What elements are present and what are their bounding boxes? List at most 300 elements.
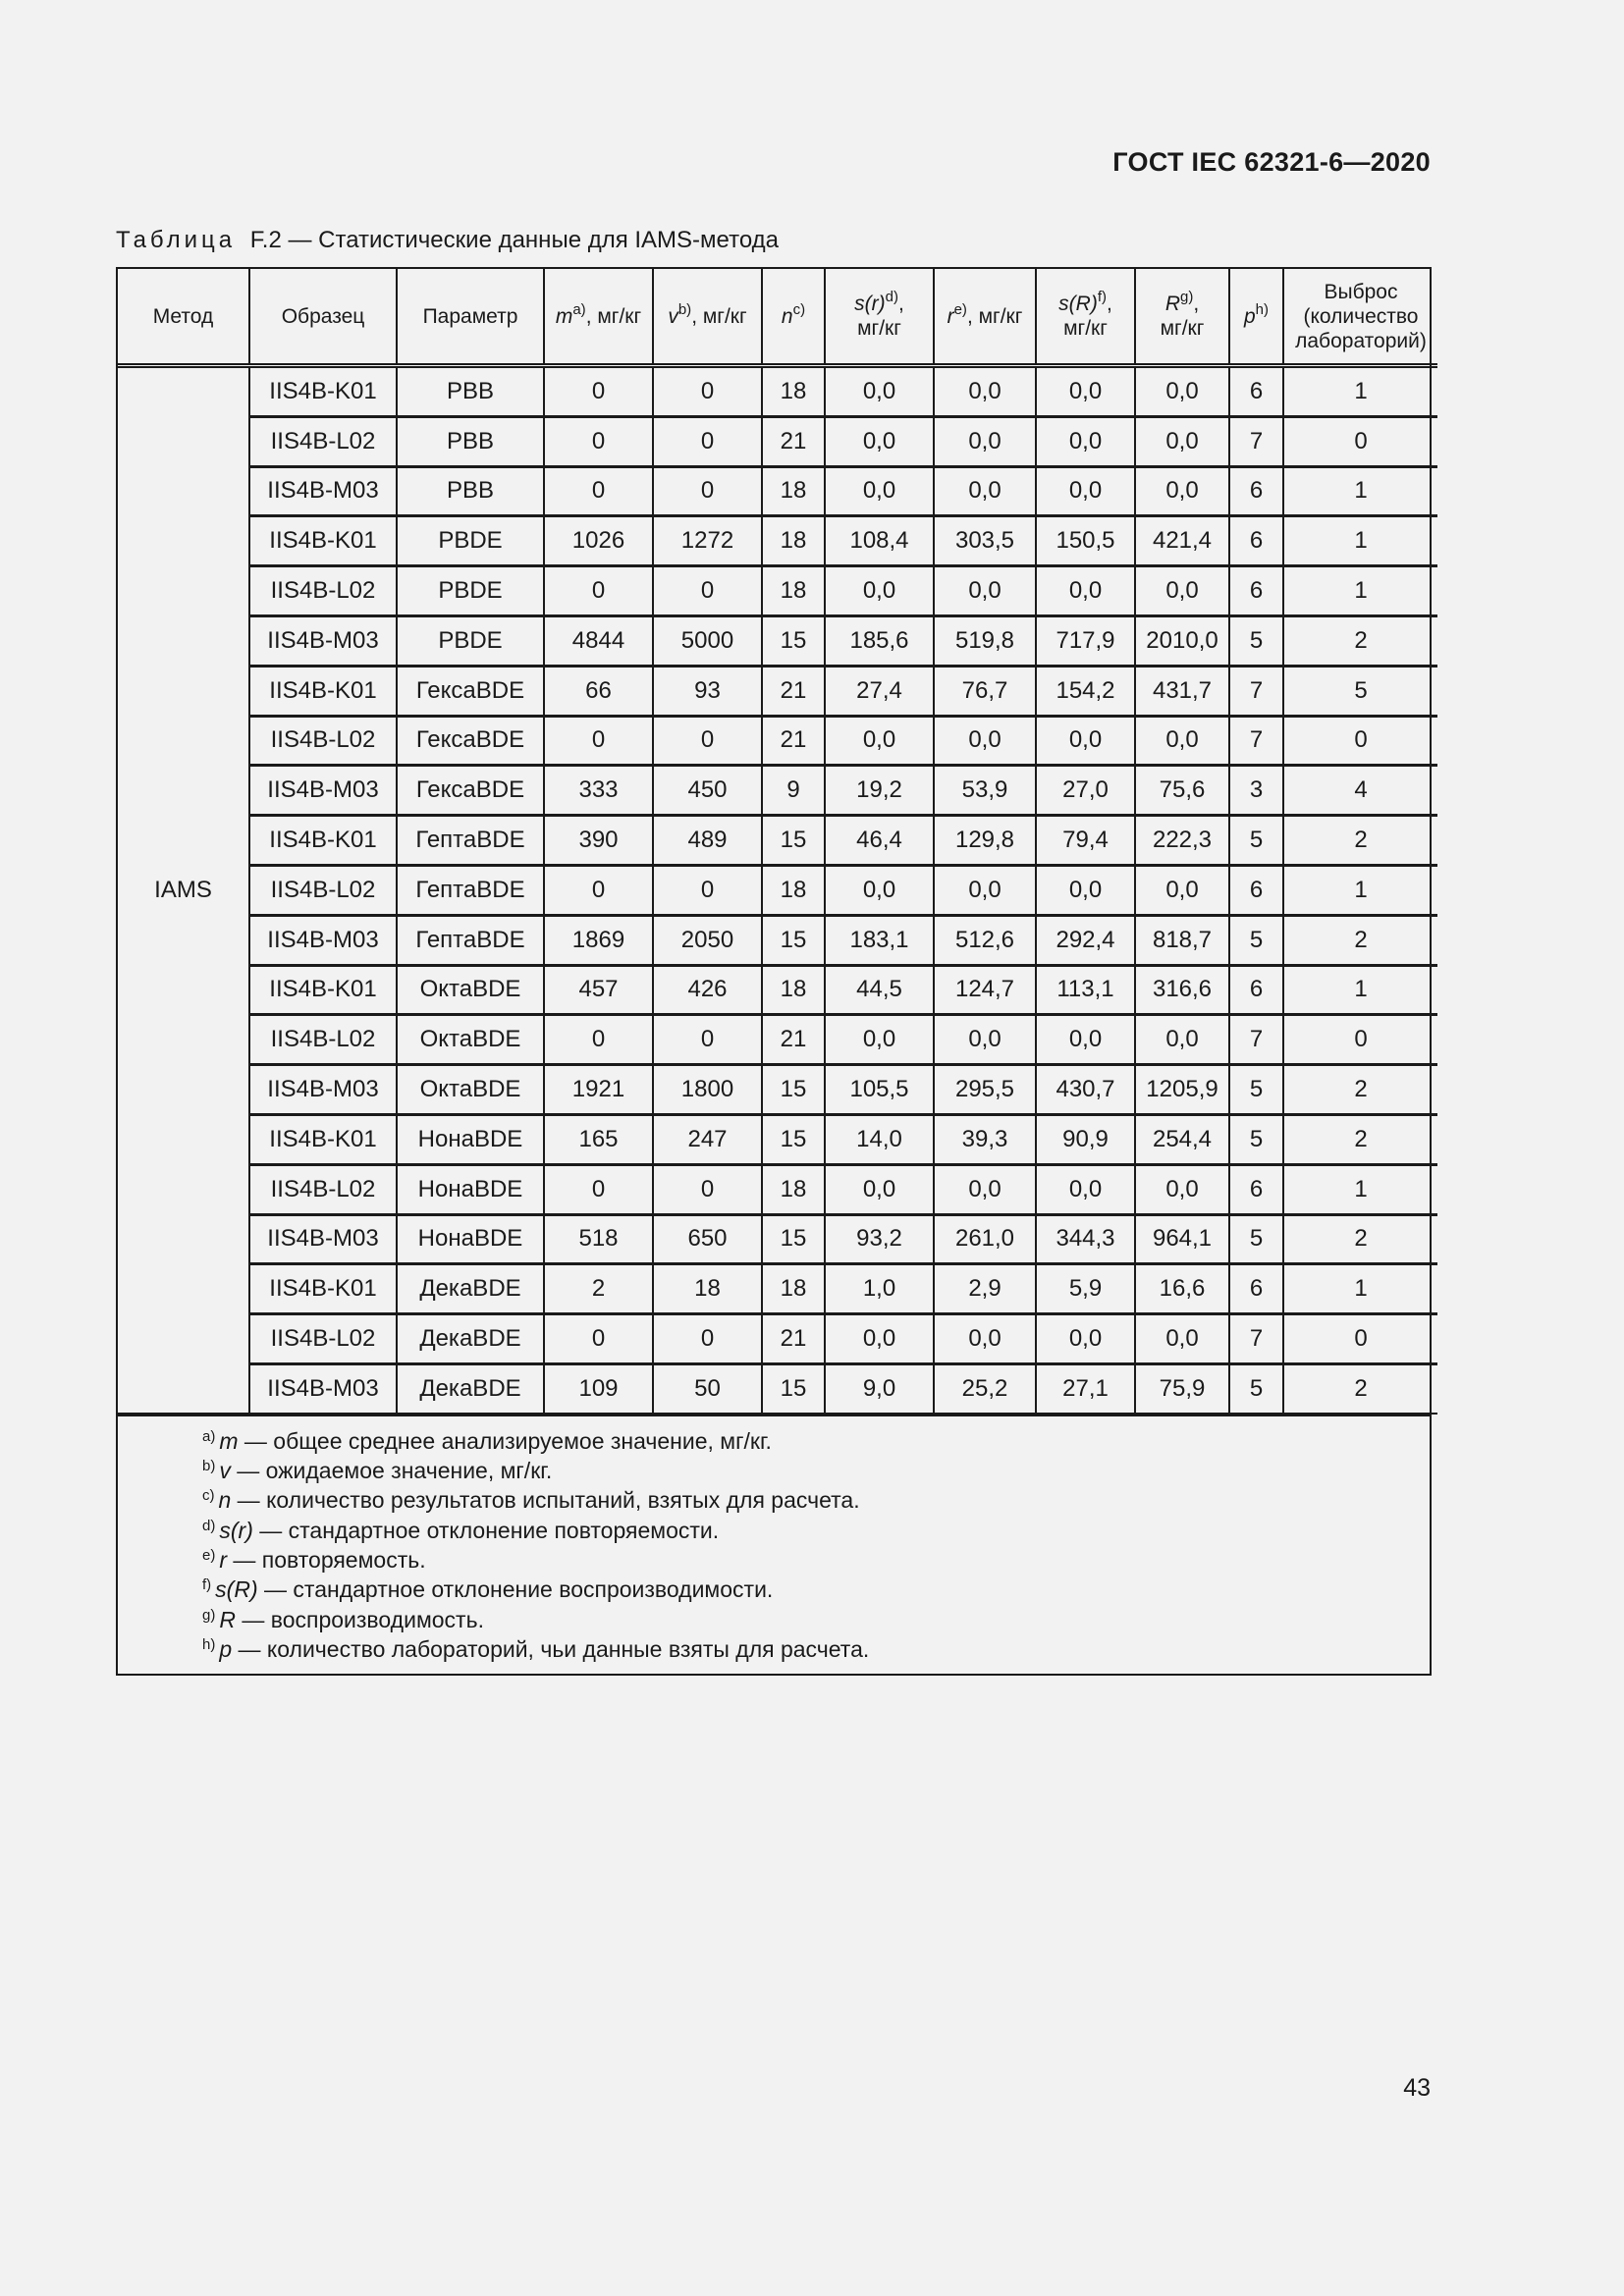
table-cell: 333 [544, 766, 653, 816]
footnote-sym: n [218, 1487, 232, 1514]
footnote [202, 1575, 1430, 1604]
table-cell: 4844 [544, 615, 653, 666]
table-cell: IIS4B-K01 [249, 666, 397, 716]
table-cell: 0,0 [934, 865, 1036, 915]
table-cell: 303,5 [934, 516, 1036, 566]
footnote [202, 1605, 1430, 1634]
table-cell: ГексаBDE [397, 766, 544, 816]
table-cell: 9,0 [825, 1363, 934, 1413]
table-cell: 1272 [653, 516, 762, 566]
footnote-text: — количество результатов испытаний, взятых для расчета. [231, 1487, 860, 1514]
table-cell: 261,0 [934, 1214, 1036, 1264]
table-row [118, 1363, 1437, 1413]
table-cell: ОктаBDE [397, 1065, 544, 1115]
table-cell: PBB [397, 416, 544, 466]
table-row [118, 1264, 1437, 1314]
table-caption-text: F.2 — Статистические данные для IAMS-метода [249, 227, 779, 253]
statistics-table-frame [116, 267, 1432, 1676]
table-cell: 1 [1283, 865, 1437, 915]
table-cell: 27,4 [825, 666, 934, 716]
table-cell: 7 [1229, 1015, 1283, 1065]
table-cell: IIS4B-K01 [249, 816, 397, 866]
table-cell: 390 [544, 816, 653, 866]
table-cell: 0,0 [825, 1164, 934, 1214]
footnote-sup: a) [202, 1427, 216, 1445]
footnote-post: ) [249, 1576, 258, 1603]
table-row [118, 915, 1437, 965]
table-cell: 18 [762, 516, 825, 566]
table-row [118, 1214, 1437, 1264]
table-cell: 0,0 [1135, 1015, 1229, 1065]
table-cell: 150,5 [1036, 516, 1135, 566]
table-cell: 0,0 [934, 1314, 1036, 1364]
table-cell: 0,0 [825, 366, 934, 417]
footnote-sup: c) [202, 1487, 215, 1505]
statistics-table [118, 269, 1437, 1415]
table-cell: 5000 [653, 615, 762, 666]
table-cell: 0,0 [1135, 1164, 1229, 1214]
table-cell: 6 [1229, 1264, 1283, 1314]
table-cell: 6 [1229, 366, 1283, 417]
table-cell: 6 [1229, 466, 1283, 516]
col-header-n: $n^{c)}$ [762, 269, 825, 366]
table-cell: IIS4B-K01 [249, 366, 397, 417]
footnote [202, 1545, 1430, 1575]
table-cell: 46,4 [825, 816, 934, 866]
table-cell: 1 [1283, 1264, 1437, 1314]
table-cell: IIS4B-K01 [249, 1114, 397, 1164]
col-header-sample: Образец [249, 269, 397, 366]
footnote-sup: e) [202, 1546, 216, 1564]
table-cell: 0,0 [1036, 716, 1135, 766]
table-cell: 450 [653, 766, 762, 816]
table-cell: 3 [1229, 766, 1283, 816]
table-cell: IIS4B-M03 [249, 766, 397, 816]
table-cell: 2 [1283, 615, 1437, 666]
table-cell: 0 [653, 716, 762, 766]
table-row [118, 816, 1437, 866]
table-cell: 27,0 [1036, 766, 1135, 816]
table-cell: 0 [653, 466, 762, 516]
table-cell: 15 [762, 1065, 825, 1115]
table-row [118, 865, 1437, 915]
col-header-R: $R^{g)}$, мг/кг [1135, 269, 1229, 366]
table-cell: 0,0 [934, 1164, 1036, 1214]
table-cell: 21 [762, 416, 825, 466]
footnote-text: — ожидаемое значение, мг/кг. [230, 1458, 553, 1484]
table-cell: 2 [1283, 1363, 1437, 1413]
table-row [118, 666, 1437, 716]
table-cell: 183,1 [825, 915, 934, 965]
table-cell: 129,8 [934, 816, 1036, 866]
table-cell: 105,5 [825, 1065, 934, 1115]
table-cell: 0 [544, 466, 653, 516]
table-cell: 79,4 [1036, 816, 1135, 866]
table-cell: ДекаBDE [397, 1264, 544, 1314]
col-header-sR: $s(R)^{f)}$, мг/кг [1036, 269, 1135, 366]
table-cell: 650 [653, 1214, 762, 1264]
table-cell: 0,0 [825, 1314, 934, 1364]
table-cell: 316,6 [1135, 965, 1229, 1015]
table-row [118, 716, 1437, 766]
table-row [118, 1314, 1437, 1364]
table-cell: 0 [544, 566, 653, 616]
table-cell: 7 [1229, 416, 1283, 466]
table-cell: 5 [1229, 1065, 1283, 1115]
table-cell: 0,0 [934, 366, 1036, 417]
table-cell: 15 [762, 1114, 825, 1164]
table-cell: 0,0 [1036, 416, 1135, 466]
table-cell: 109 [544, 1363, 653, 1413]
table-cell: 0,0 [1036, 865, 1135, 915]
col-header-sr: $s(r)^{d)}$, мг/кг [825, 269, 934, 366]
table-cell: 185,6 [825, 615, 934, 666]
table-cell: ГептаBDE [397, 915, 544, 965]
table-row [118, 466, 1437, 516]
table-cell: 1 [1283, 366, 1437, 417]
footnote-sup: h) [202, 1635, 216, 1653]
table-cell: 1 [1283, 1164, 1437, 1214]
table-cell: 75,6 [1135, 766, 1229, 816]
table-cell: 1026 [544, 516, 653, 566]
table-cell: PBDE [397, 516, 544, 566]
table-cell: 0,0 [1036, 566, 1135, 616]
table-cell: 1205,9 [1135, 1065, 1229, 1115]
table-cell: 7 [1229, 1314, 1283, 1364]
table-footnotes [118, 1415, 1430, 1674]
table-cell: 5 [1229, 915, 1283, 965]
table-cell: 6 [1229, 566, 1283, 616]
table-cell: 254,4 [1135, 1114, 1229, 1164]
table-cell: 1 [1283, 466, 1437, 516]
table-cell: 512,6 [934, 915, 1036, 965]
table-row [118, 366, 1437, 417]
table-cell: 489 [653, 816, 762, 866]
table-cell: IIS4B-L02 [249, 566, 397, 616]
table-cell: 5 [1229, 615, 1283, 666]
table-cell: 0 [544, 716, 653, 766]
col-header-parameter: Параметр [397, 269, 544, 366]
table-cell: 21 [762, 716, 825, 766]
table-row [118, 516, 1437, 566]
footnote-pre: s( [215, 1576, 235, 1603]
table-cell: 15 [762, 816, 825, 866]
table-cell: 247 [653, 1114, 762, 1164]
table-cell: 18 [762, 1264, 825, 1314]
table-cell: 108,4 [825, 516, 934, 566]
footnote-sym: R [219, 1606, 236, 1632]
table-cell: PBDE [397, 615, 544, 666]
table-cell: 4 [1283, 766, 1437, 816]
footnote-text: — повторяемость. [227, 1546, 426, 1573]
table-cell: 0 [1283, 716, 1437, 766]
table-cell: 0,0 [1135, 716, 1229, 766]
table-cell: 21 [762, 1314, 825, 1364]
footnote [202, 1456, 1430, 1485]
table-cell: 15 [762, 1214, 825, 1264]
table-cell: 2 [1283, 915, 1437, 965]
table-cell: 50 [653, 1363, 762, 1413]
table-cell: PBDE [397, 566, 544, 616]
table-cell: 0,0 [825, 466, 934, 516]
table-cell: 0 [544, 1164, 653, 1214]
table-cell: 519,8 [934, 615, 1036, 666]
col-header-p: $p^{h)}$ [1229, 269, 1283, 366]
table-cell: ГексаBDE [397, 716, 544, 766]
footnote [202, 1634, 1430, 1664]
table-cell: IIS4B-L02 [249, 716, 397, 766]
table-cell: 0,0 [1036, 1015, 1135, 1065]
table-cell: 0,0 [1135, 466, 1229, 516]
footnote-text: — стандартное отклонение воспроизводимости. [257, 1576, 774, 1603]
table-cell: ОктаBDE [397, 1015, 544, 1065]
table-cell: 7 [1229, 716, 1283, 766]
table-cell: 18 [762, 865, 825, 915]
table-cell: 717,9 [1036, 615, 1135, 666]
table-cell: 2 [1283, 1214, 1437, 1264]
table-cell: 2 [1283, 1114, 1437, 1164]
table-cell: 0 [544, 865, 653, 915]
table-cell: IIS4B-K01 [249, 516, 397, 566]
table-cell: 93,2 [825, 1214, 934, 1264]
table-cell: 18 [762, 466, 825, 516]
col-header-method: Метод [118, 269, 249, 366]
table-cell: 292,4 [1036, 915, 1135, 965]
table-cell: 16,6 [1135, 1264, 1229, 1314]
table-cell: ГептаBDE [397, 865, 544, 915]
table-cell: 1800 [653, 1065, 762, 1115]
table-cell: 0,0 [934, 716, 1036, 766]
table-cell: 25,2 [934, 1363, 1036, 1413]
table-cell: 0,0 [1036, 466, 1135, 516]
table-cell: 5 [1283, 666, 1437, 716]
footnote-text: — количество лабораторий, чьи данные взяты для расчета. [232, 1635, 870, 1662]
footnote-sup: b) [202, 1458, 216, 1475]
table-cell: IIS4B-M03 [249, 1214, 397, 1264]
table-cell: 18 [762, 366, 825, 417]
footnote-sym: r [238, 1517, 246, 1543]
table-cell: PBB [397, 466, 544, 516]
table-cell: 75,9 [1135, 1363, 1229, 1413]
table-cell: 0,0 [825, 716, 934, 766]
table-cell: IIS4B-M03 [249, 615, 397, 666]
table-cell: 0,0 [1135, 1314, 1229, 1364]
table-cell: 18 [653, 1264, 762, 1314]
table-caption-label: Таблица [116, 227, 237, 253]
table-header-row [118, 269, 1437, 366]
table-cell: IIS4B-L02 [249, 416, 397, 466]
table-cell: 1 [1283, 516, 1437, 566]
table-cell: 7 [1229, 666, 1283, 716]
table-cell: IIS4B-L02 [249, 865, 397, 915]
table-cell: 5 [1229, 816, 1283, 866]
table-cell: 0,0 [1036, 1164, 1135, 1214]
page-number: 43 [1403, 2074, 1431, 2102]
table-cell: 2010,0 [1135, 615, 1229, 666]
table-cell: 430,7 [1036, 1065, 1135, 1115]
table-cell: 66 [544, 666, 653, 716]
footnote-pre: s( [219, 1517, 239, 1543]
table-caption [116, 227, 779, 254]
table-cell: ОктаBDE [397, 965, 544, 1015]
table-cell: 5 [1229, 1114, 1283, 1164]
table-cell: ДекаBDE [397, 1363, 544, 1413]
table-cell: 0,0 [934, 1015, 1036, 1065]
table-cell: 27,1 [1036, 1363, 1135, 1413]
table-cell: IIS4B-L02 [249, 1015, 397, 1065]
table-cell: ГептаBDE [397, 816, 544, 866]
table-row [118, 1164, 1437, 1214]
table-cell: 1921 [544, 1065, 653, 1115]
footnote-text: — общее среднее анализируемое значение, мг/кг. [238, 1427, 772, 1454]
table-cell: 1 [1283, 566, 1437, 616]
table-cell: 18 [762, 965, 825, 1015]
table-body [118, 366, 1437, 1414]
table-cell: IIS4B-K01 [249, 965, 397, 1015]
table-cell: 518 [544, 1214, 653, 1264]
table-cell: IIS4B-L02 [249, 1164, 397, 1214]
method-cell: IAMS [118, 366, 249, 1414]
table-cell: 21 [762, 666, 825, 716]
table-cell: 90,9 [1036, 1114, 1135, 1164]
table-cell: 93 [653, 666, 762, 716]
table-cell: 44,5 [825, 965, 934, 1015]
footnote [202, 1516, 1430, 1545]
table-cell: 0,0 [1135, 366, 1229, 417]
table-row [118, 1065, 1437, 1115]
table-cell: 0 [544, 1015, 653, 1065]
table-cell: 0,0 [1135, 566, 1229, 616]
table-cell: 0,0 [934, 416, 1036, 466]
table-cell: 0 [653, 1164, 762, 1214]
col-header-r: $r^{e)}$, мг/кг [934, 269, 1036, 366]
table-cell: 0,0 [1135, 865, 1229, 915]
table-cell: 344,3 [1036, 1214, 1135, 1264]
table-cell: IIS4B-L02 [249, 1314, 397, 1364]
footnote-sup: f) [202, 1576, 212, 1594]
table-cell: 9 [762, 766, 825, 816]
footnote-sym: p [219, 1635, 233, 1662]
table-cell: PBB [397, 366, 544, 417]
table-row [118, 1114, 1437, 1164]
table-cell: 0,0 [934, 466, 1036, 516]
table-cell: 964,1 [1135, 1214, 1229, 1264]
table-cell: 18 [762, 566, 825, 616]
table-cell: НонаBDE [397, 1214, 544, 1264]
table-cell: IIS4B-K01 [249, 1264, 397, 1314]
table-cell: 0 [544, 366, 653, 417]
table-cell: 818,7 [1135, 915, 1229, 965]
table-cell: 0 [544, 1314, 653, 1364]
table-cell: 2 [1283, 816, 1437, 866]
footnote-text: — воспроизводимость. [235, 1606, 484, 1632]
footnote-sym: m [219, 1427, 239, 1454]
table-cell: 0,0 [825, 1015, 934, 1065]
table-cell: 0,0 [1135, 416, 1229, 466]
table-cell: 2 [1283, 1065, 1437, 1115]
table-row [118, 566, 1437, 616]
table-row [118, 766, 1437, 816]
footnote-sup: d) [202, 1517, 216, 1534]
table-row [118, 615, 1437, 666]
table-cell: 0,0 [1036, 366, 1135, 417]
table-cell: 0 [653, 416, 762, 466]
table-cell: 0 [653, 566, 762, 616]
table-cell: 0 [653, 1015, 762, 1065]
table-cell: 15 [762, 915, 825, 965]
table-cell: 6 [1229, 865, 1283, 915]
table-cell: 1 [1283, 965, 1437, 1015]
table-cell: 39,3 [934, 1114, 1036, 1164]
table-cell: 0 [1283, 1015, 1437, 1065]
table-cell: 124,7 [934, 965, 1036, 1015]
table-cell: 0 [653, 865, 762, 915]
footnote [202, 1485, 1430, 1515]
table-cell: 0,0 [825, 416, 934, 466]
table-cell: 165 [544, 1114, 653, 1164]
table-cell: НонаBDE [397, 1164, 544, 1214]
table-cell: 295,5 [934, 1065, 1036, 1115]
table-row [118, 1015, 1437, 1065]
table-cell: 6 [1229, 516, 1283, 566]
table-cell: 21 [762, 1015, 825, 1065]
table-cell: 421,4 [1135, 516, 1229, 566]
table-cell: 113,1 [1036, 965, 1135, 1015]
table-cell: 222,3 [1135, 816, 1229, 866]
table-cell: НонаBDE [397, 1114, 544, 1164]
table-cell: 0,0 [825, 865, 934, 915]
col-header-m: $m^{a)}$, мг/кг [544, 269, 653, 366]
table-cell: 5,9 [1036, 1264, 1135, 1314]
table-cell: 2050 [653, 915, 762, 965]
table-cell: 0 [653, 366, 762, 417]
table-row [118, 965, 1437, 1015]
table-row [118, 416, 1437, 466]
footnote-post: ) [245, 1517, 253, 1543]
footnote-sym: R [234, 1576, 250, 1603]
table-cell: 426 [653, 965, 762, 1015]
table-cell: IIS4B-M03 [249, 1363, 397, 1413]
table-cell: 1869 [544, 915, 653, 965]
table-cell: IIS4B-M03 [249, 915, 397, 965]
table-cell: 0,0 [825, 566, 934, 616]
table-cell: 0,0 [1036, 1314, 1135, 1364]
table-cell: 0 [653, 1314, 762, 1364]
table-cell: 154,2 [1036, 666, 1135, 716]
table-cell: IIS4B-M03 [249, 466, 397, 516]
table-cell: 5 [1229, 1214, 1283, 1264]
standard-designation: ГОСТ IEC 62321-6—2020 [1112, 147, 1431, 177]
table-cell: 76,7 [934, 666, 1036, 716]
table-cell: 18 [762, 1164, 825, 1214]
footnote-sym: r [219, 1546, 228, 1573]
table-cell: 457 [544, 965, 653, 1015]
table-cell: ГексаBDE [397, 666, 544, 716]
col-header-outliers: Выброс (количество лабораторий) [1283, 269, 1437, 366]
footnote [202, 1426, 1430, 1456]
table-cell: 15 [762, 615, 825, 666]
table-cell: 2 [544, 1264, 653, 1314]
table-cell: 14,0 [825, 1114, 934, 1164]
table-cell: 15 [762, 1363, 825, 1413]
table-cell: IIS4B-M03 [249, 1065, 397, 1115]
table-cell: 0 [1283, 1314, 1437, 1364]
table-cell: 53,9 [934, 766, 1036, 816]
table-cell: 0 [1283, 416, 1437, 466]
table-cell: 2,9 [934, 1264, 1036, 1314]
table-cell: 19,2 [825, 766, 934, 816]
table-cell: ДекаBDE [397, 1314, 544, 1364]
